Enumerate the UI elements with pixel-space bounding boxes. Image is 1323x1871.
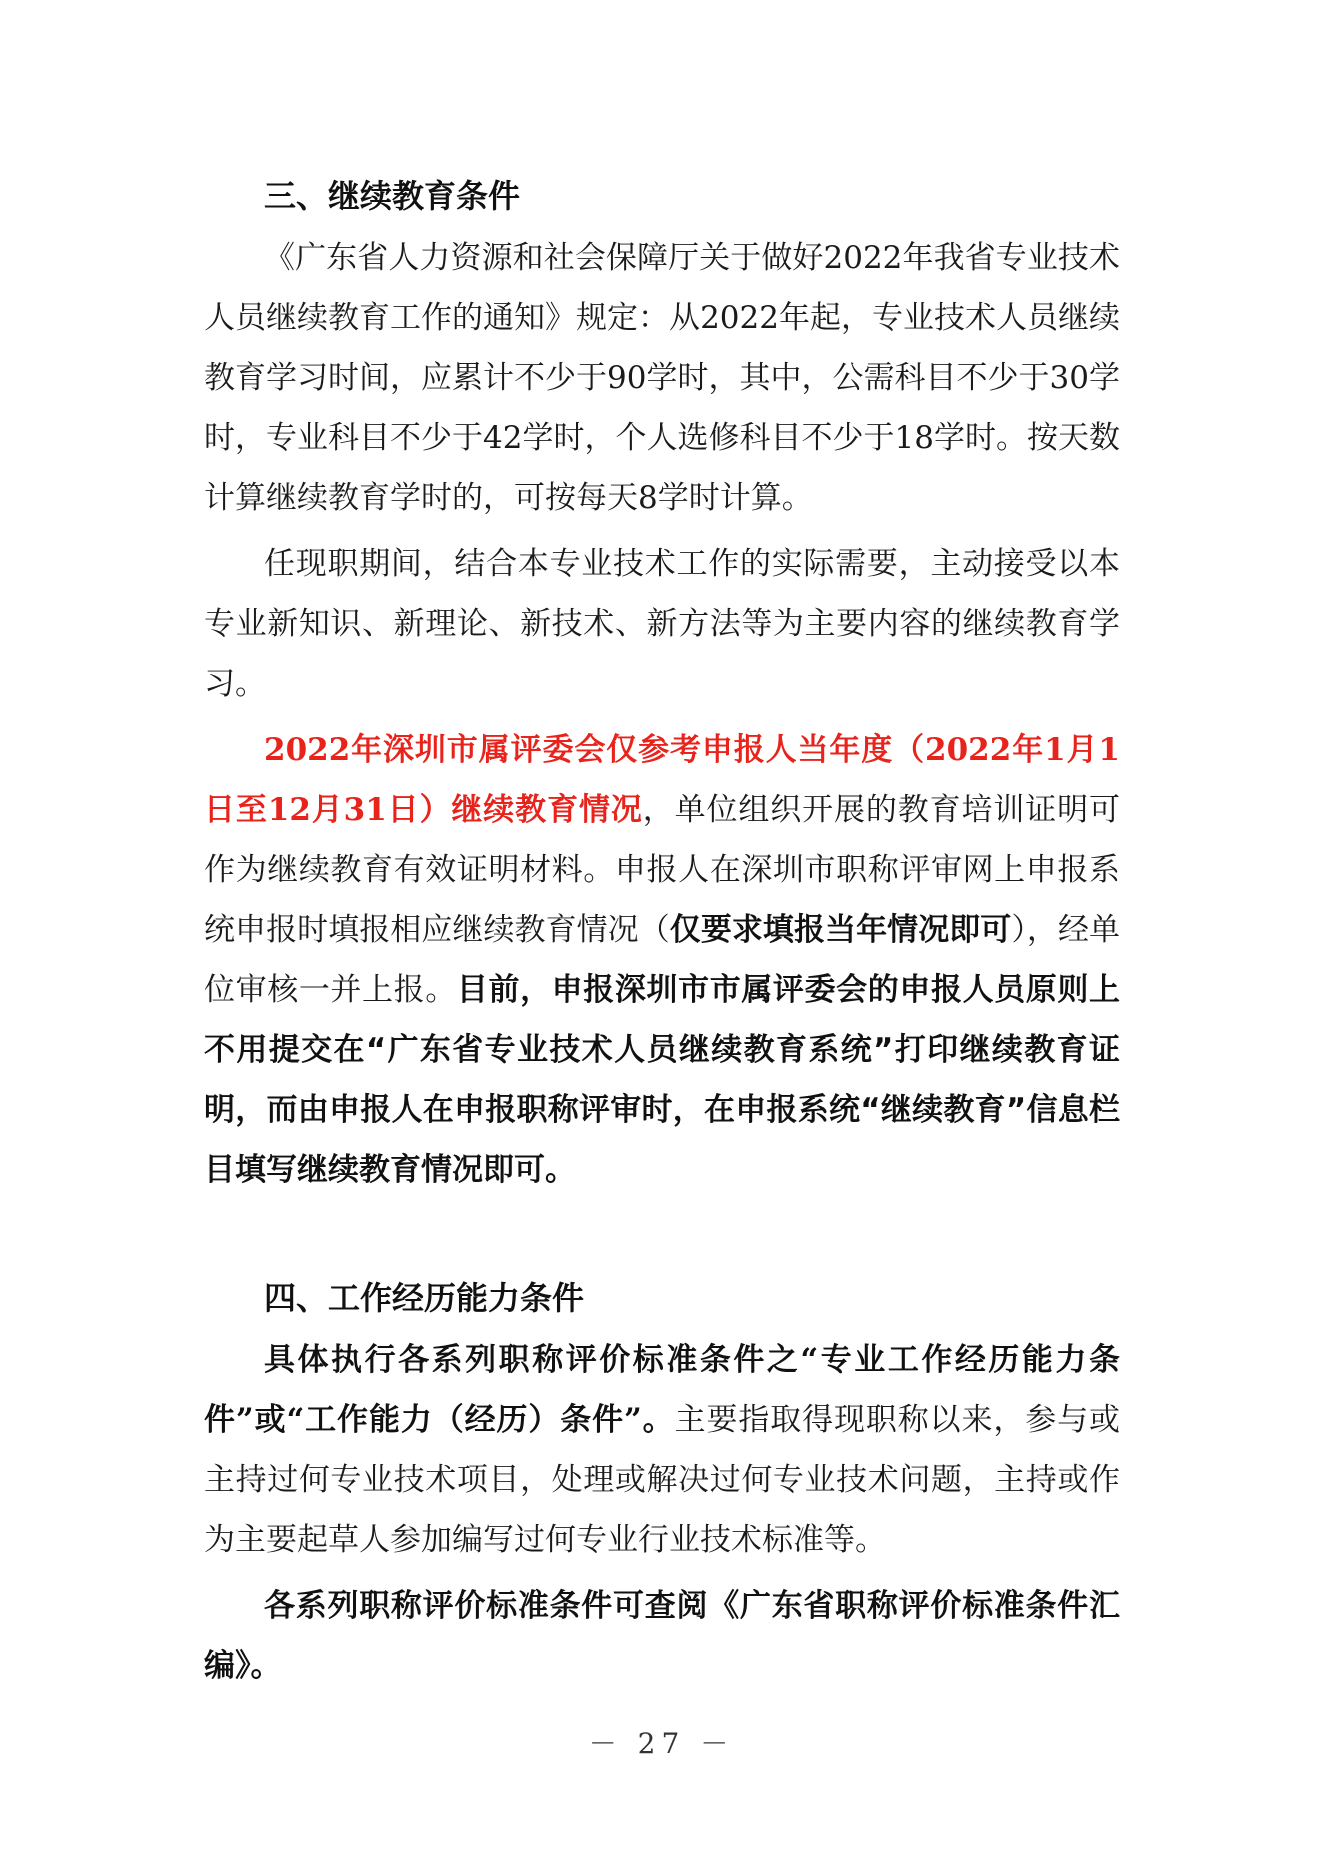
section-3-heading: 三、继续教育条件 xyxy=(264,177,521,215)
section-3-paragraph-3 xyxy=(204,720,1120,1200)
section-3-paragraph-2: 任现职期间，结合本专业技术工作的实际需要，主动接受以本专业新知识、新理论、新技术、新方法等为主要内容的继续教育学习。 xyxy=(204,546,1120,702)
section-4-paragraph-2 xyxy=(204,1576,1120,1696)
paragraph-text: ），经单位审核一并上报。 xyxy=(204,912,1121,1008)
section-3-paragraph-1: 《广东省人力资源和社会保障厅关于做好2022年我省专业技术人员继续教育工作的通知》规定：从2022年起，专业技术人员继续教育学习时间，应累计不少于90学时，其中，公需科目不少于30学时，专业科目不少于42学时，个人选修科目不少于18学时。按天数计算继续教育学时的，可按每天8学时计算。 xyxy=(204,240,1120,516)
paragraph-text: 主要指取得现职称以来，参与或主持过何专业技术项目，处理或解决过何专业技术问题，主持或作为主要起草人参加编写过何专业行业技术标准等。 xyxy=(204,1402,1120,1558)
page-content xyxy=(204,172,1120,1702)
bold-text: 各系列职称评价标准条件可查阅《广东省职称评价标准条件汇编》。 xyxy=(204,1588,1120,1684)
section-4-heading: 四、工作经历能力条件 xyxy=(264,1279,585,1317)
section-4-paragraph-1 xyxy=(204,1330,1120,1570)
bold-text: 仅要求填报当年情况即可 xyxy=(669,912,1012,948)
paragraph-text: ，单位组织开展的教育培训证明可作为继续教育有效证明材料。申报人在深圳市职称评审网上申报系统申报时填报相应继续教育情况（ xyxy=(204,792,1121,948)
bold-notice: 目前，申报深圳市市属评委会的申报人员原则上不用提交在“广东省专业技术人员继续教育系统”打印继续教育证明，而由申报人在申报职称评审时，在申报系统“继续教育”信息栏目填写继续教育情况即可。 xyxy=(204,972,1121,1188)
page-number: － 27 － xyxy=(588,1727,735,1760)
highlighted-notice: 2022年深圳市属评委会仅参考申报人当年度（2022年1月1日至12月31日）继续教育情况 xyxy=(204,732,1120,828)
section-spacer xyxy=(204,1206,1120,1274)
bold-text: 具体执行各系列职称评价标准条件之“专业工作经历能力条件”或“工作能力（经历）条件”。 xyxy=(204,1342,1120,1438)
